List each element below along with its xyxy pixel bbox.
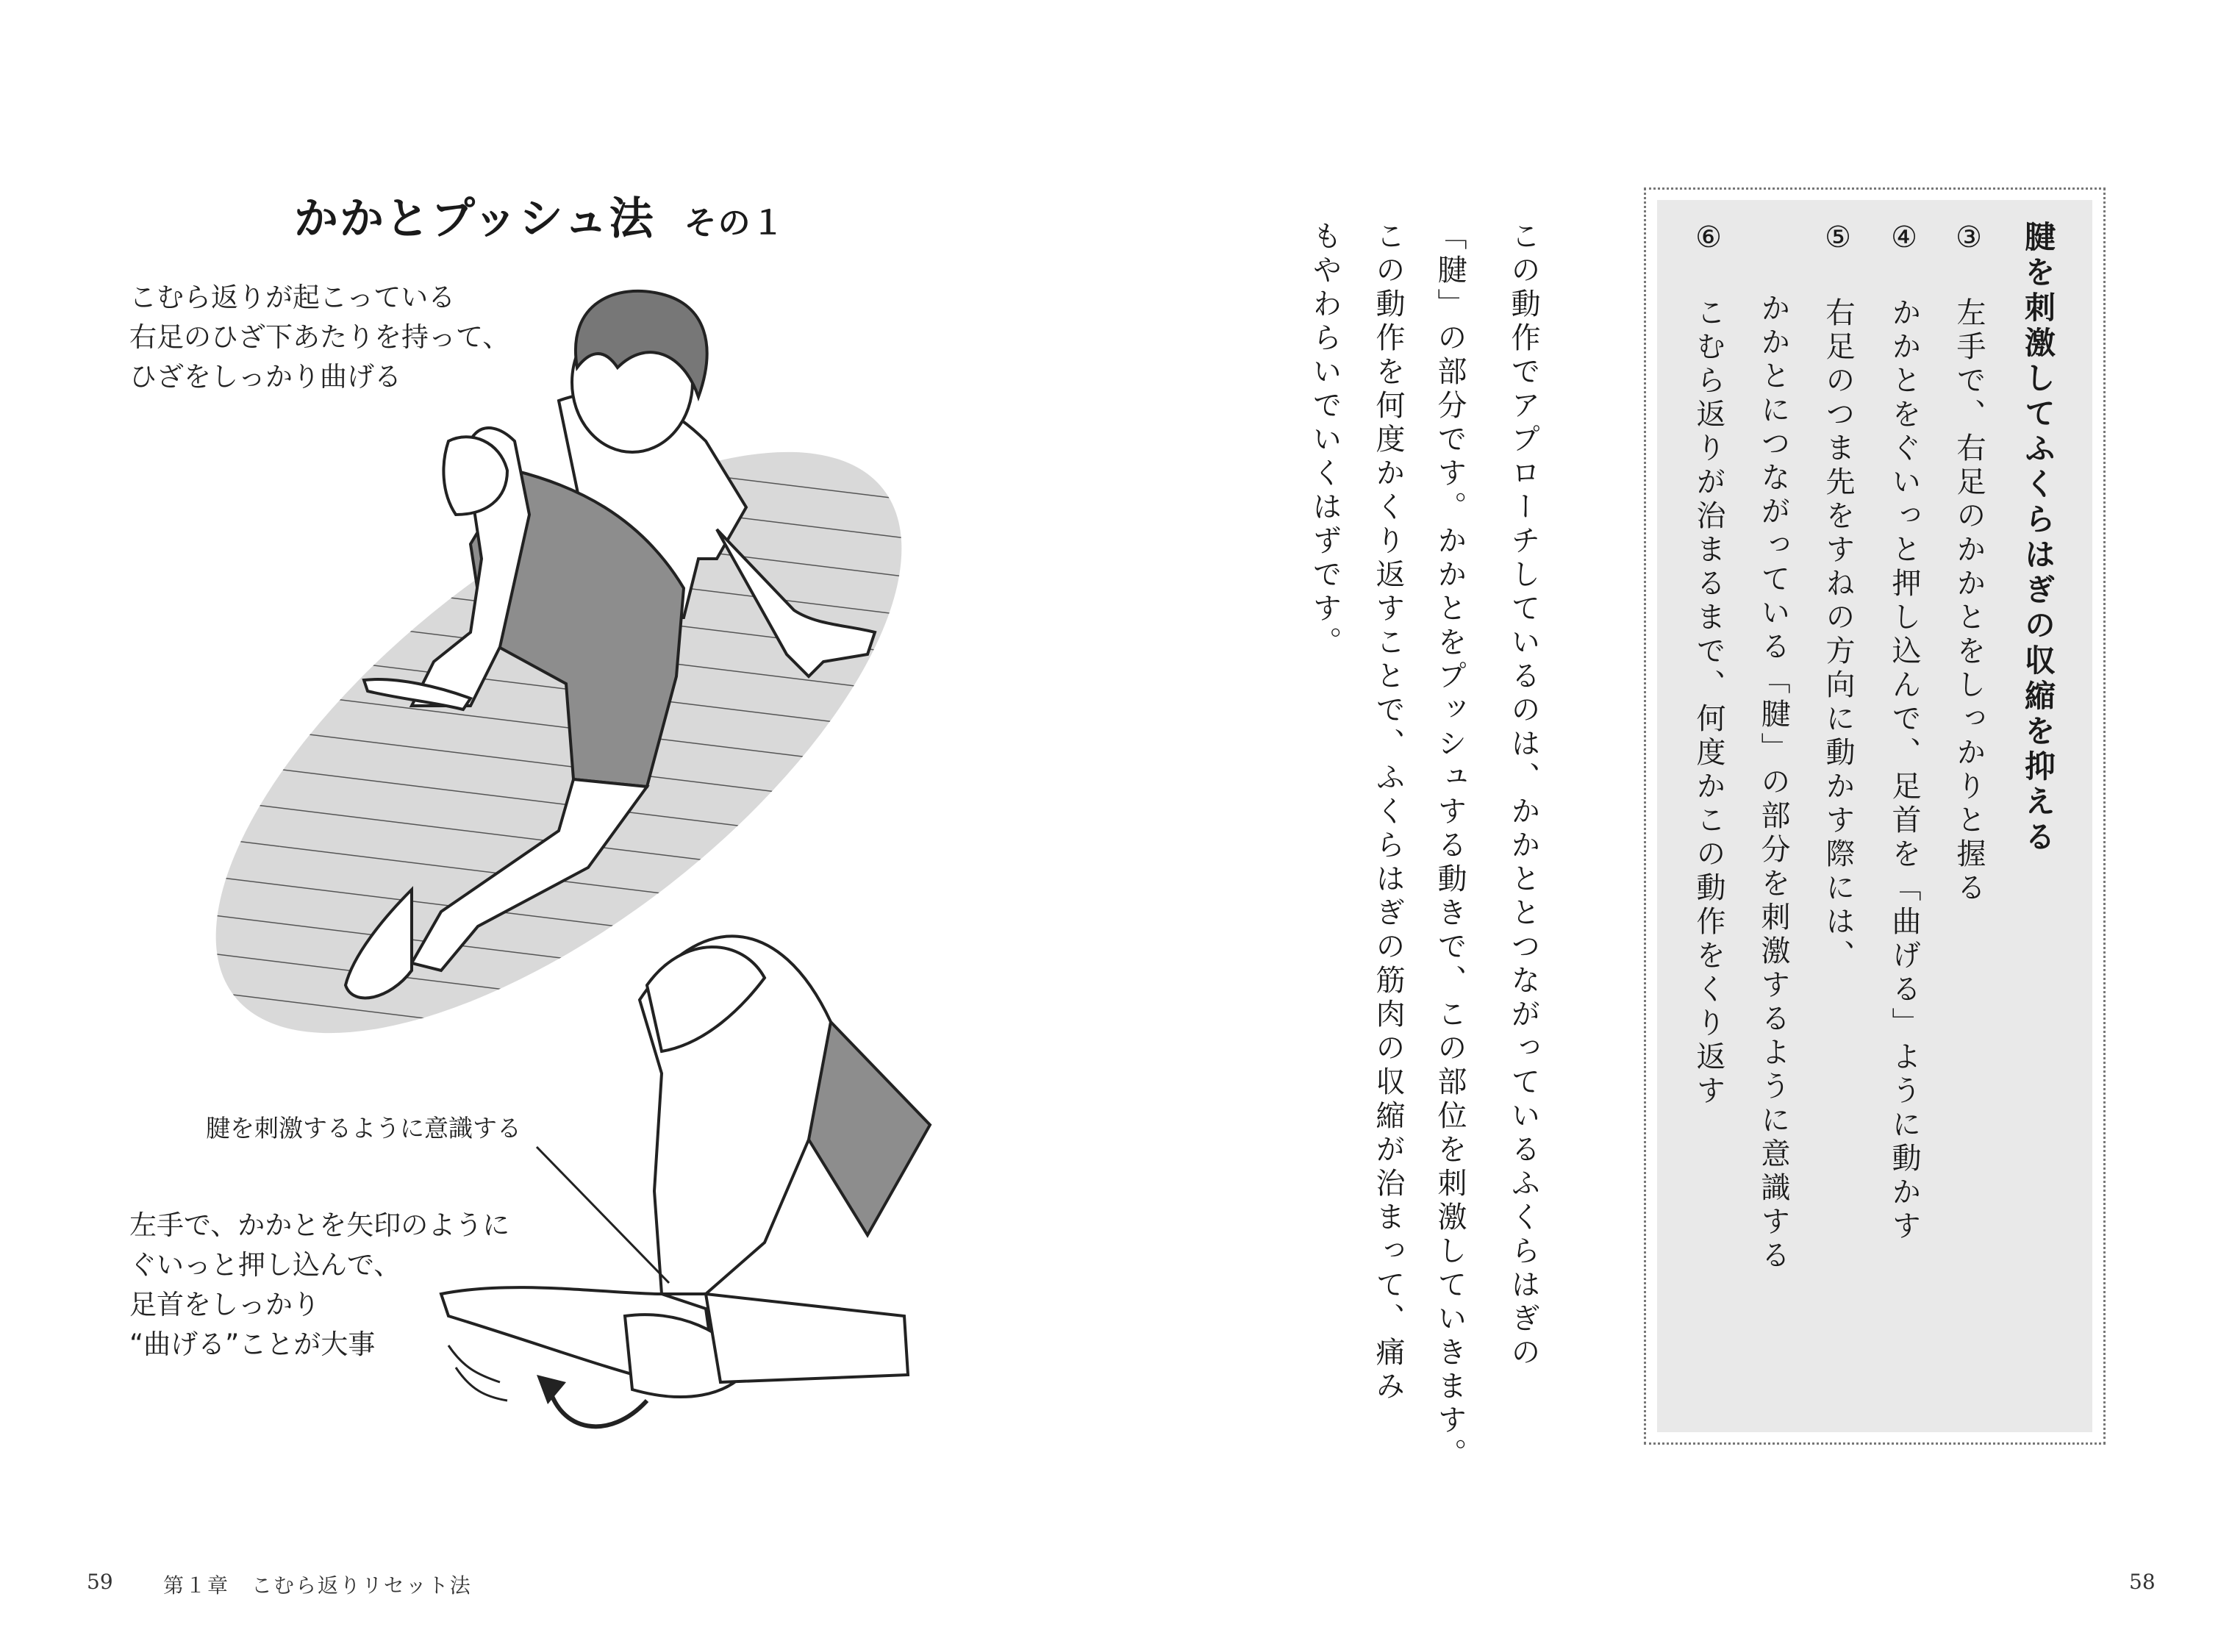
- caption-line: こむら返りが起こっている: [129, 282, 456, 313]
- caption-line: “曲げる”ことが大事: [129, 1329, 376, 1360]
- body-line: この動作を何度かくり返すことで、ふくらはぎの筋肉の収縮が治まって、痛み: [1371, 221, 1405, 1404]
- caption-line: ぐいっと押し込んで、: [129, 1249, 401, 1281]
- closeup-forearm: [706, 1294, 908, 1382]
- chapter-label: 第１章 こむら返りリセット法: [163, 1573, 472, 1598]
- box-step: かかとにつながっている「腱」の部分を刺激するように意識する: [1756, 221, 1790, 1273]
- page-number-right: 58: [2129, 1570, 2156, 1594]
- caption-tendon: 腱を刺激するように意識する: [206, 1114, 521, 1143]
- push-arrowhead: [537, 1375, 566, 1404]
- title-main: かかとプッシュ法: [294, 193, 655, 245]
- caption-knee: [129, 278, 509, 397]
- page-number-left: 59: [87, 1570, 113, 1594]
- box-step: ⑤ 右足のつま先をすねの方向に動かす際には、: [1821, 221, 1855, 973]
- box-step: ③ 左手で、右足のかかとをしっかりと握る: [1952, 221, 1986, 906]
- box-step: ④ かかとをぐいっと押し込んで、足首を「曲げる」ように動かす: [1887, 221, 1921, 1244]
- caption-heel: [129, 1206, 509, 1365]
- body-line: もやわらいでいくはずです。: [1308, 221, 1342, 660]
- caption-line: ひざをしっかり曲げる: [129, 361, 401, 393]
- body-line: この動作でアプローチしているのは、かかととつながっているふくらはぎの: [1506, 221, 1540, 1370]
- box-step: ⑥ こむら返りが治まるまで、何度かこの動作をくり返す: [1692, 221, 1725, 1109]
- tendon-pointer: [537, 1147, 669, 1283]
- title-sub: その１: [684, 204, 786, 242]
- caption-line: 左手で、かかとを矢印のように: [129, 1209, 510, 1241]
- box-title: 腱を刺激してふくらはぎの収縮を抑える: [2020, 221, 2056, 856]
- caption-line: 右足のひざ下あたりを持って、: [129, 321, 510, 353]
- page-title: [294, 184, 786, 247]
- body-line: 「腱」の部分です。かかとをプッシュする動きで、この部位を刺激していきます。: [1433, 221, 1467, 1472]
- caption-line: 足首をしっかり: [129, 1289, 320, 1320]
